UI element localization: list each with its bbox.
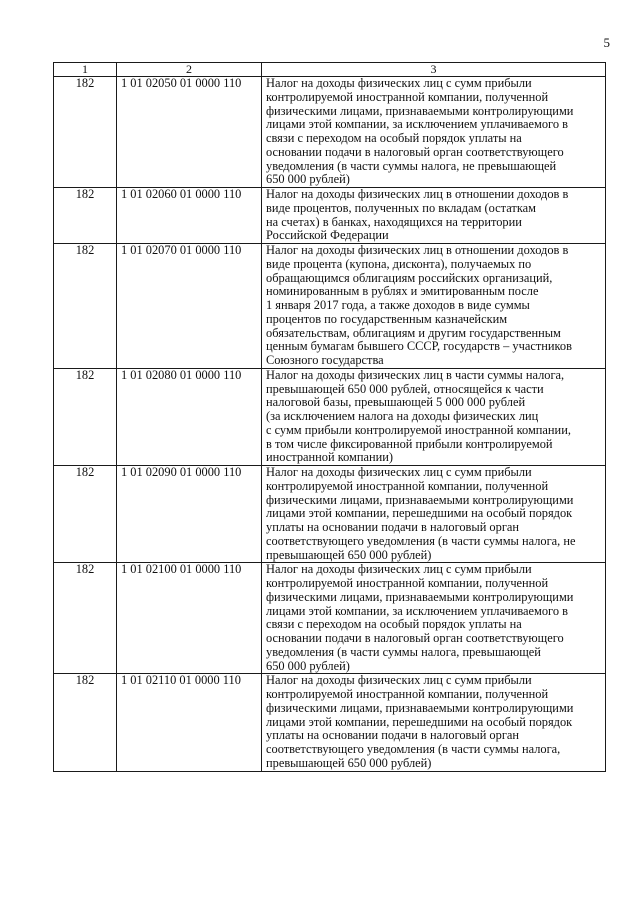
revenue-name-line: физическими лицами, признаваемыми контролирующими bbox=[266, 103, 574, 118]
revenue-name-line: процентов по государственным казначейским bbox=[266, 311, 508, 326]
table-row bbox=[54, 674, 606, 771]
admin-code-cell: 182 bbox=[54, 368, 117, 465]
admin-code-cell: 182 bbox=[54, 244, 117, 369]
revenue-name-cell bbox=[262, 244, 606, 369]
revenue-name-cell bbox=[262, 563, 606, 674]
revenue-name-line: Российской Федерации bbox=[266, 228, 389, 243]
budget-classification-code-cell: 1 01 02090 01 0000 110 bbox=[117, 466, 262, 563]
revenue-name-line: обращающимся облигациям российских организаций, bbox=[266, 270, 553, 285]
revenue-name-line: физическими лицами, признаваемыми контролирующими bbox=[266, 492, 574, 507]
revenue-name-line: уведомления (в части суммы налога, не превышающей bbox=[266, 158, 557, 173]
page-number: 5 bbox=[603, 35, 610, 50]
revenue-name-line: на счетах) в банках, находящихся на территории bbox=[266, 214, 522, 229]
revenue-name-line: превышающей 650 000 рублей) bbox=[266, 755, 432, 770]
revenue-name-line: лицами этой компании, за исключением уплачиваемого в bbox=[266, 603, 568, 618]
revenue-name-line: контролируемой иностранной компании, полученной bbox=[266, 687, 549, 701]
budget-classification-code-cell: 1 01 02070 01 0000 110 bbox=[117, 244, 262, 369]
budget-classification-code-cell: 1 01 02110 01 0000 110 bbox=[117, 674, 262, 771]
revenue-name-line: Налог на доходы физических лиц в отношении доходов в bbox=[266, 243, 569, 257]
revenue-name-line: лицами этой компании, за исключением уплачиваемого в bbox=[266, 117, 568, 132]
revenue-name-line: уплаты на основании подачи в налоговый орган bbox=[266, 520, 520, 534]
revenue-name-line: 1 января 2017 года, а также доходов в виде суммы bbox=[266, 298, 530, 312]
table-row bbox=[54, 466, 606, 563]
budget-codes-table bbox=[53, 62, 606, 772]
table-header-row bbox=[54, 63, 606, 77]
revenue-name-line: лицами этой компании, перешедшими на особый порядок bbox=[266, 506, 573, 521]
revenue-name-line: уплаты на основании подачи в налоговый орган bbox=[266, 728, 520, 743]
table-row bbox=[54, 368, 606, 465]
revenue-name-line: основании подачи в налоговый орган соответствующего bbox=[266, 144, 564, 159]
admin-code-cell: 182 bbox=[54, 188, 117, 244]
revenue-name-cell bbox=[262, 77, 606, 188]
revenue-name-line: Налог на доходы физических лиц с сумм прибыли bbox=[266, 562, 532, 577]
revenue-name-cell bbox=[262, 368, 606, 465]
revenue-name-line: связи с переходом на особый порядок уплаты на bbox=[266, 131, 522, 145]
revenue-name-line: виде процентов, полученных по вкладам (остаткам bbox=[266, 200, 536, 215]
revenue-name-cell bbox=[262, 466, 606, 563]
revenue-name-line: контролируемой иностранной компании, полученной bbox=[266, 89, 549, 104]
budget-classification-code-cell: 1 01 02100 01 0000 110 bbox=[117, 563, 262, 674]
revenue-name-line: Налог на доходы физических лиц с сумм прибыли bbox=[266, 673, 532, 688]
revenue-name-line: связи с переходом на особый порядок уплаты на bbox=[266, 617, 522, 632]
table-row bbox=[54, 188, 606, 244]
revenue-name-line: соответствующего уведомления (в части суммы налога, bbox=[266, 742, 561, 756]
revenue-name-line: Налог на доходы физических лиц с сумм прибыли bbox=[266, 465, 532, 479]
revenue-name-cell bbox=[262, 188, 606, 244]
revenue-name-line: обязательствам, облигациям и другим государственным bbox=[266, 325, 561, 340]
column-header-1: 1 bbox=[54, 63, 117, 77]
revenue-name-line: Налог на доходы физических лиц в части суммы налога, bbox=[266, 367, 565, 382]
revenue-name-line: иностранной компании) bbox=[266, 450, 394, 465]
admin-code-cell: 182 bbox=[54, 563, 117, 674]
table-row bbox=[54, 77, 606, 188]
budget-classification-code-cell: 1 01 02080 01 0000 110 bbox=[117, 368, 262, 465]
revenue-name-line: Союзного государства bbox=[266, 353, 384, 367]
revenue-name-line: налоговой базы, превышающей 5 000 000 рублей bbox=[266, 395, 526, 410]
revenue-name-line: контролируемой иностранной компании, полученной bbox=[266, 576, 549, 590]
revenue-name-line: физическими лицами, признаваемыми контролирующими bbox=[266, 589, 574, 604]
revenue-name-line: в том числе фиксированной прибыли контролируемой bbox=[266, 436, 553, 451]
revenue-name-line: номинированным в рублях и эмитированным после bbox=[266, 284, 539, 299]
budget-classification-code-cell: 1 01 02050 01 0000 110 bbox=[117, 77, 262, 188]
table-row bbox=[54, 563, 606, 674]
revenue-name-line: физическими лицами, признаваемыми контролирующими bbox=[266, 700, 574, 715]
revenue-name-line: соответствующего уведомления (в части суммы налога, не bbox=[266, 533, 576, 548]
revenue-name-line: виде процента (купона, дисконта), получаемых по bbox=[266, 256, 532, 271]
revenue-name-line: Налог на доходы физических лиц в отношении доходов в bbox=[266, 187, 569, 201]
revenue-name-cell bbox=[262, 674, 606, 771]
column-header-3: 3 bbox=[262, 63, 606, 77]
revenue-name-line: ценным бумагам бывшего СССР, государств – участников bbox=[266, 339, 572, 354]
admin-code-cell: 182 bbox=[54, 466, 117, 563]
revenue-name-line: 650 000 рублей) bbox=[266, 172, 350, 187]
revenue-name-line: с сумм прибыли контролируемой иностранной компании, bbox=[266, 422, 571, 437]
revenue-name-line: Налог на доходы физических лиц с сумм прибыли bbox=[266, 76, 532, 90]
column-header-2: 2 bbox=[117, 63, 262, 77]
revenue-name-line: превышающей 650 000 рублей, относящейся к части bbox=[266, 381, 544, 396]
table-row bbox=[54, 244, 606, 369]
budget-classification-code-cell: 1 01 02060 01 0000 110 bbox=[117, 188, 262, 244]
revenue-name-line: превышающей 650 000 рублей) bbox=[266, 547, 432, 562]
revenue-name-line: (за исключением налога на доходы физических лиц bbox=[266, 409, 539, 423]
revenue-name-line: 650 000 рублей) bbox=[266, 658, 350, 673]
admin-code-cell: 182 bbox=[54, 674, 117, 771]
revenue-name-line: основании подачи в налоговый орган соответствующего bbox=[266, 631, 564, 645]
admin-code-cell: 182 bbox=[54, 77, 117, 188]
table-body bbox=[54, 77, 606, 772]
revenue-name-line: уведомления (в части суммы налога, превышающей bbox=[266, 644, 541, 659]
revenue-name-line: контролируемой иностранной компании, полученной bbox=[266, 478, 549, 493]
revenue-name-line: лицами этой компании, перешедшими на особый порядок bbox=[266, 714, 573, 729]
